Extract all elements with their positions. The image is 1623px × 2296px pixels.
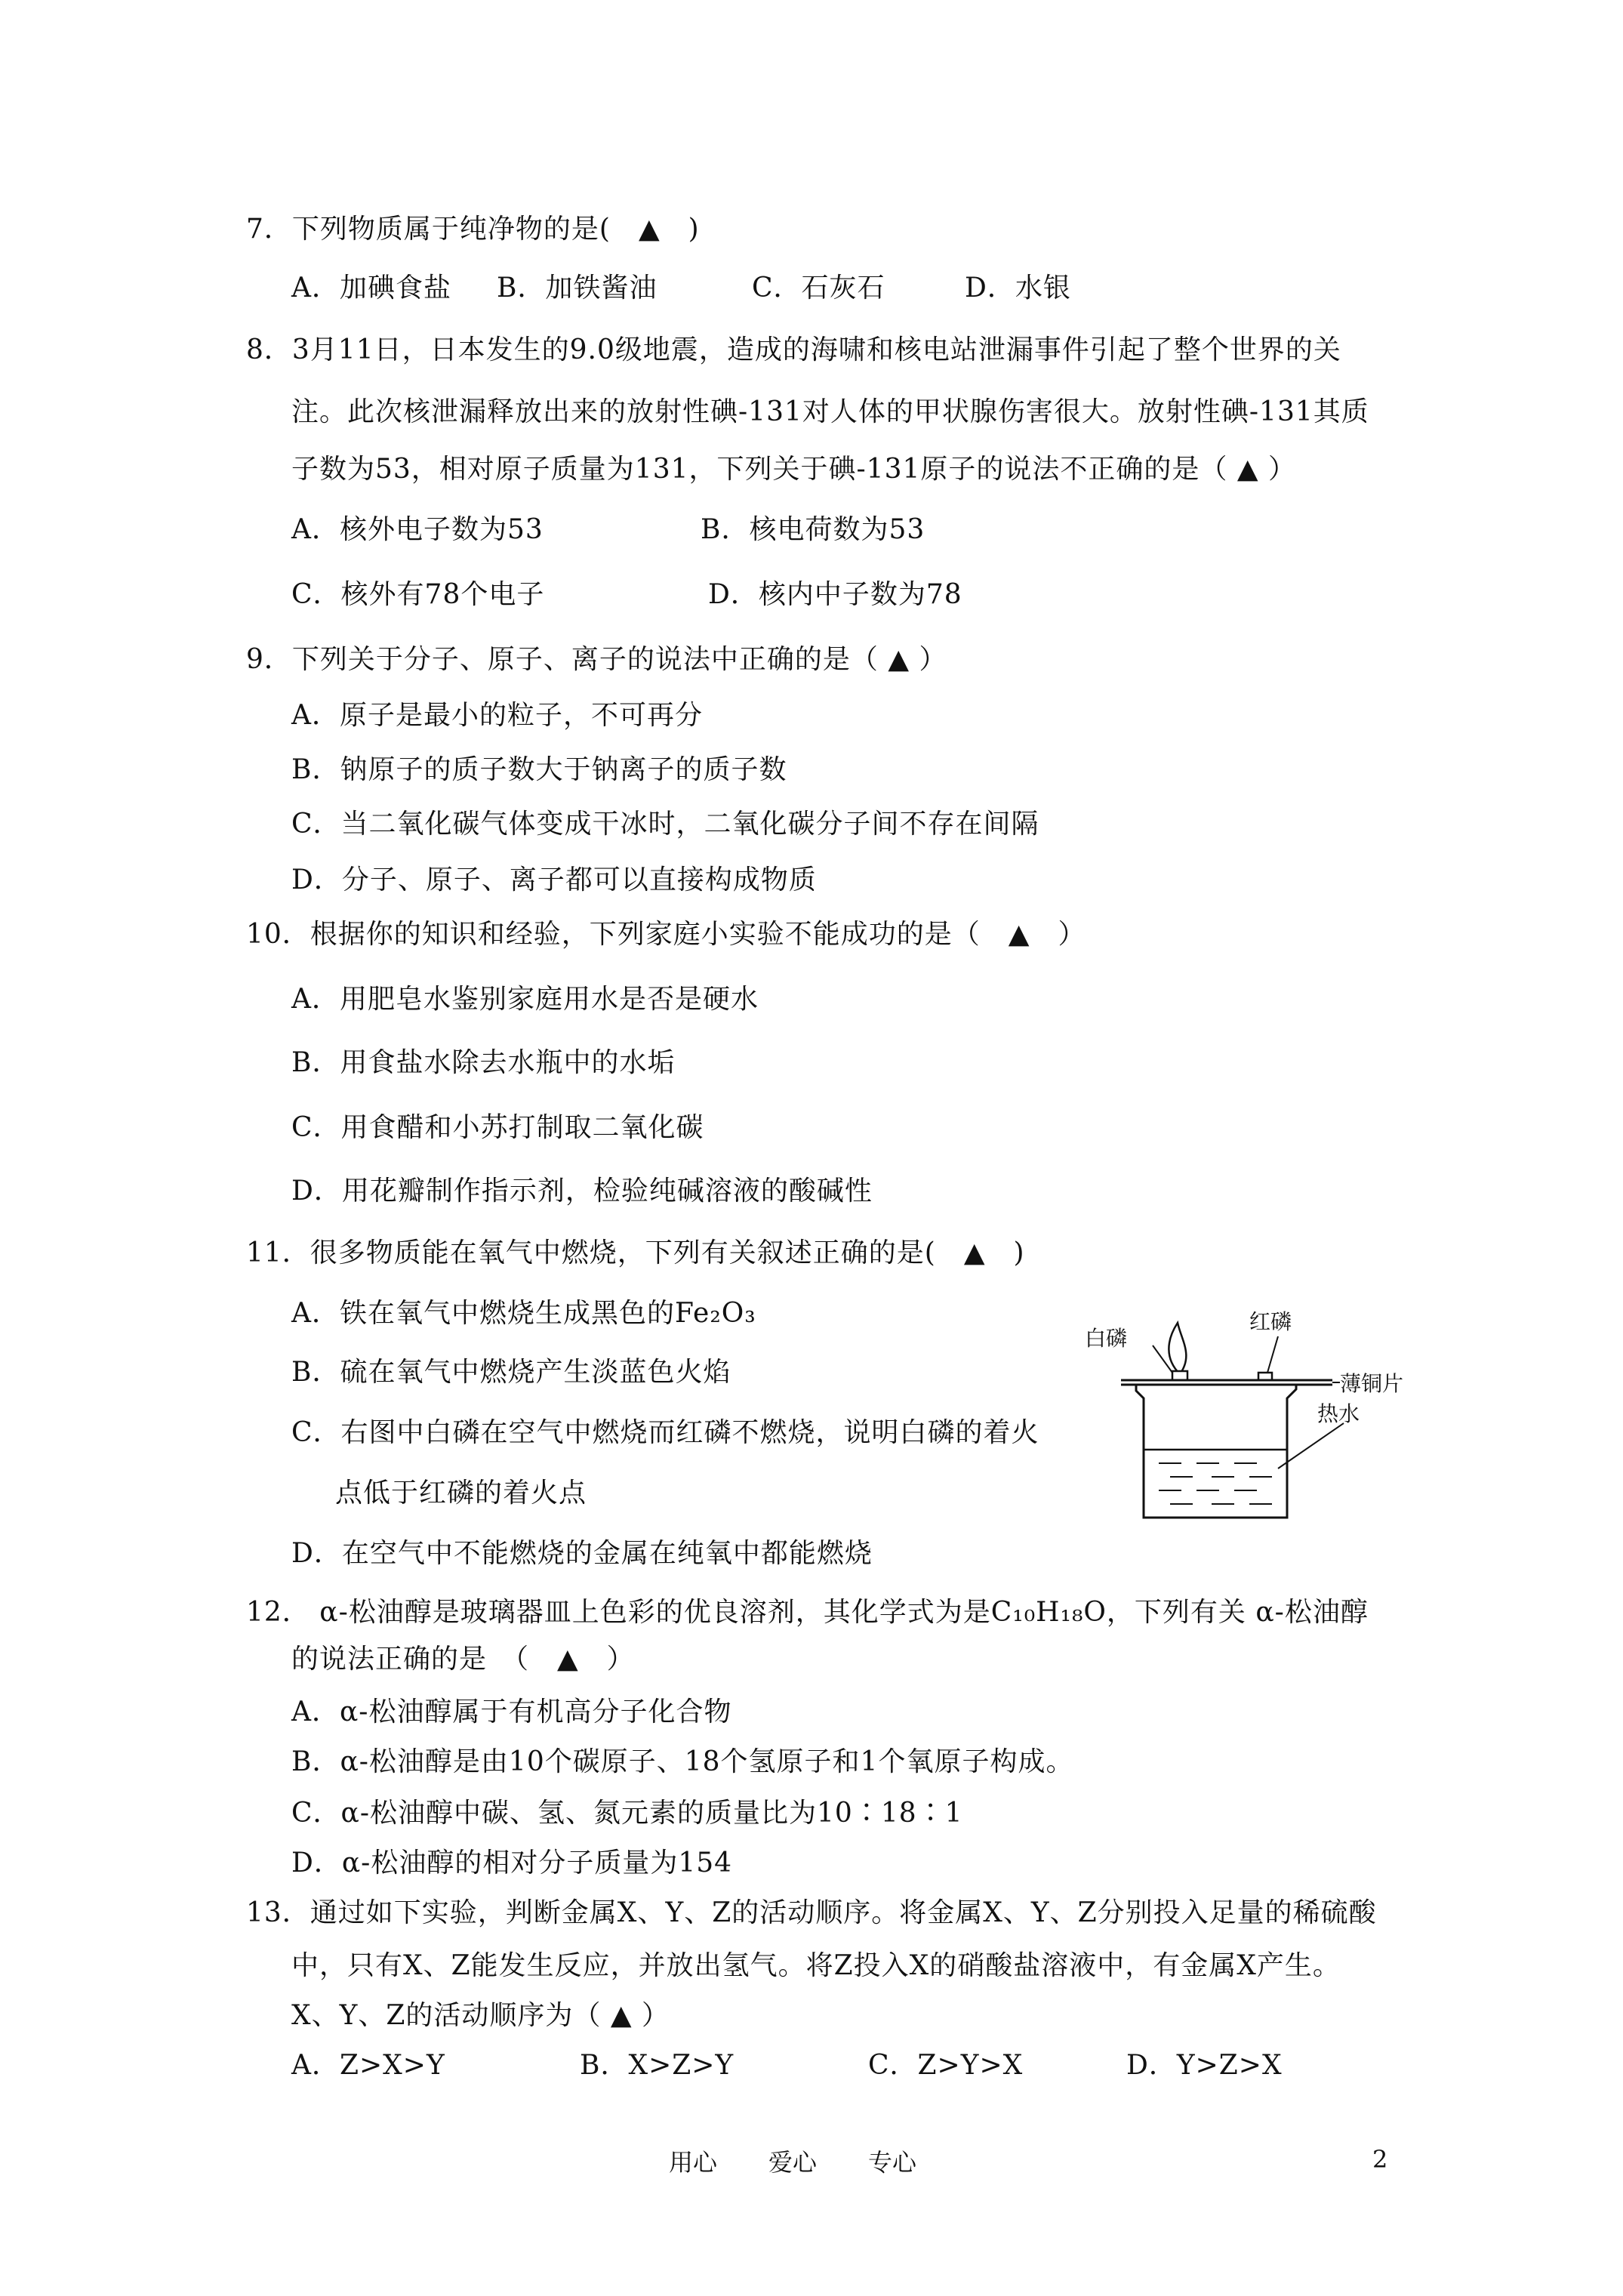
hot-water-label: 热水 — [1317, 1401, 1360, 1426]
question-12-option-d: D．α-松油醇的相对分子质量为154 — [291, 1848, 733, 1878]
question-12-stem-line-2: 的说法正确的是 （ ▲ ） — [291, 1644, 635, 1675]
question-7-option-d: D．水银 — [965, 273, 1071, 304]
question-11-option-c-line-1: C．右图中白磷在空气中燃烧而红磷不燃烧，说明白磷的着火 — [291, 1417, 1039, 1448]
question-10-stem: 10．根据你的知识和经验，下列家庭小实验不能成功的是（ ▲ ） — [246, 919, 1086, 950]
question-9-option-d: D．分子、原子、离子都可以直接构成物质 — [291, 864, 817, 895]
question-8-option-d: D．核内中子数为78 — [708, 579, 962, 610]
iron-oxide-formula: Fe₂O₃ — [675, 1298, 756, 1329]
question-12-stem-prefix: 12． α-松油醇是玻璃器皿上色彩的优良溶剂，其化学式为是 — [246, 1597, 991, 1628]
question-11-option-b: B．硫在氧气中燃烧产生淡蓝色火焰 — [291, 1357, 731, 1388]
question-10-option-b: B．用食盐水除去水瓶中的水垢 — [291, 1047, 676, 1078]
white-phosphorus-label: 白磷 — [1085, 1326, 1128, 1351]
question-10-option-c: C．用食醋和小苏打制取二氧化碳 — [291, 1112, 704, 1143]
white-phosphorus-lump — [1172, 1371, 1187, 1380]
question-8-stem-line-2: 注。此次核泄漏释放出来的放射性碘-131对人体的甲状腺伤害很大。放射性碘-131其质 — [291, 396, 1369, 427]
question-10-option-d: D．用花瓣制作指示剂，检验纯碱溶液的酸碱性 — [291, 1176, 873, 1207]
question-8-option-c: C．核外有78个电子 — [291, 579, 545, 610]
question-11-option-d: D．在空气中不能燃烧的金属在纯氧中都能燃烧 — [291, 1538, 873, 1569]
footer-slogan-3: 专心 — [868, 2148, 917, 2177]
page-number: 2 — [1372, 2145, 1388, 2174]
copper-sheet-label: 薄铜片 — [1340, 1371, 1404, 1396]
question-8-option-b: B．核电荷数为53 — [701, 514, 925, 545]
question-8-option-a: A．核外电子数为53 — [291, 514, 544, 545]
question-7-stem: 7．下列物质属于纯净物的是( ▲ ) — [246, 214, 700, 245]
red-phosphorus-label: 红磷 — [1249, 1309, 1292, 1334]
question-7-option-c: C．石灰石 — [752, 273, 885, 304]
question-12-stem-suffix: ，下列有关 α-松油醇 — [1106, 1597, 1369, 1628]
question-13-option-b: B．X>Z>Y — [580, 2050, 735, 2081]
flame-icon — [1169, 1323, 1186, 1374]
question-13-option-a: A．Z>X>Y — [291, 2050, 445, 2081]
question-9-option-b: B．钠原子的质子数大于钠离子的质子数 — [291, 754, 787, 785]
question-7-option-a: A．加碘食盐 — [291, 273, 451, 304]
question-13-stem-line-1: 13．通过如下实验，判断金属X、Y、Z的活动顺序。将金属X、Y、Z分别投入足量的稀硫酸 — [246, 1897, 1377, 1928]
question-13-option-c: C．Z>Y>X — [868, 2050, 1024, 2081]
question-11-stem: 11．很多物质能在氧气中燃烧，下列有关叙述正确的是( ▲ ) — [246, 1237, 1025, 1268]
question-12-stem-line-1 — [246, 1596, 1369, 1629]
question-12-option-b: B．α-松油醇是由10个碳原子、18个氢原子和1个氧原子构成。 — [291, 1746, 1074, 1777]
question-7-option-b: B．加铁酱油 — [497, 273, 658, 304]
footer-slogan-2: 爱心 — [768, 2148, 818, 2177]
question-12-option-a: A．α-松油醇属于有机高分子化合物 — [291, 1697, 732, 1727]
footer-slogan-1: 用心 — [669, 2148, 718, 2177]
question-13-stem-line-3: X、Y、Z的活动顺序为（ ▲ ） — [291, 2000, 670, 2031]
beaker — [1136, 1385, 1296, 1518]
question-10-option-a: A．用肥皂水鉴别家庭用水是否是硬水 — [291, 984, 759, 1015]
question-11-option-a-text: A．铁在氧气中燃烧生成黑色的 — [291, 1298, 675, 1329]
question-8-stem-line-1: 8．3月11日，日本发生的9.0级地震，造成的海啸和核电站泄漏事件引起了整个世界的关 — [246, 334, 1341, 365]
question-11-option-a — [291, 1297, 756, 1330]
question-9-option-c: C．当二氧化碳气体变成干冰时，二氧化碳分子间不存在间隔 — [291, 809, 1039, 840]
question-11-option-c-line-2: 点低于红磷的着火点 — [335, 1478, 587, 1509]
question-9-stem: 9．下列关于分子、原子、离子的说法中正确的是（ ▲ ） — [246, 644, 947, 675]
question-12-option-c: C．α-松油醇中碳、氢、氮元素的质量比为10∶18∶1 — [291, 1798, 963, 1829]
question-13-stem-line-2: 中，只有X、Z能发生反应，并放出氢气。将Z投入X的硝酸盐溶液中，有金属X产生。 — [291, 1950, 1341, 1981]
hot-water-dashes — [1159, 1463, 1272, 1504]
phosphorus-combustion-diagram — [1083, 1299, 1404, 1525]
question-9-option-a: A．原子是最小的粒子，不可再分 — [291, 700, 703, 731]
question-8-stem-line-3: 子数为53，相对原子质量为131，下列关于碘-131原子的说法不正确的是（ ▲ ） — [291, 454, 1296, 485]
terpineol-formula: C₁₀H₁₈O — [990, 1597, 1107, 1628]
question-13-option-d: D．Y>Z>X — [1126, 2050, 1283, 2081]
